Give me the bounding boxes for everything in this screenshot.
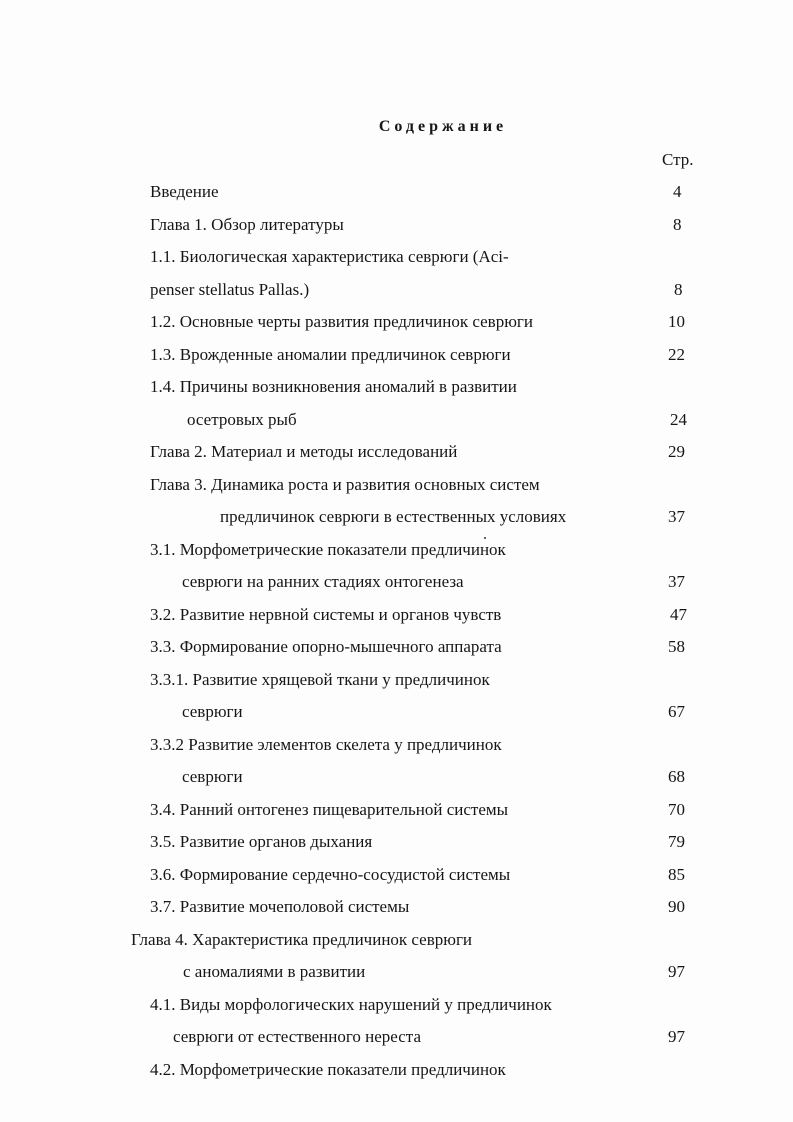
toc-entry-page: 97: [668, 962, 685, 981]
page-column-label: Стр.: [662, 150, 694, 169]
toc-entry-page: 79: [668, 832, 685, 851]
toc-entry-page: 24: [670, 410, 687, 429]
toc-entry-page: 8: [673, 215, 682, 234]
toc-entry-text: Глава 3. Динамика роста и развития основных систем: [150, 475, 540, 494]
toc-entry-text: Глава 1. Обзор литературы: [150, 215, 344, 234]
toc-entry-page: 58: [668, 637, 685, 656]
toc-entry-text: Глава 2. Материал и методы исследований: [150, 442, 458, 461]
toc-entry-text: 4.2. Морфометрические показатели предличинок: [150, 1060, 506, 1079]
toc-entry-page: 29: [668, 442, 685, 461]
toc-entry-page: 70: [668, 800, 685, 819]
toc-entry-page: 67: [668, 702, 685, 721]
toc-entry-page: 22: [668, 345, 685, 364]
toc-entry-text: осетровых рыб: [187, 410, 297, 429]
toc-entry-text: 1.1. Биологическая характеристика севрюги (Aci-: [150, 247, 509, 266]
toc-entry-text: 3.1. Морфометрические показатели предличинок: [150, 540, 506, 559]
toc-entry-text: Глава 4. Характеристика предличинок севрюги: [131, 930, 473, 949]
toc-entry-text: предличинок севрюги в естественных условиях: [220, 507, 567, 526]
toc-entry-page: 37: [668, 507, 685, 526]
toc-entry-text: 3.2. Развитие нервной системы и органов чувств: [150, 605, 502, 624]
toc-entry-page: 37: [668, 572, 685, 591]
toc-entry-text: 3.5. Развитие органов дыхания: [150, 832, 373, 851]
toc-entry-text: Введение: [150, 182, 219, 201]
page-title: Содержание: [378, 118, 508, 135]
toc-entry-page: 97: [668, 1027, 685, 1046]
toc-entry-text: 3.4. Ранний онтогенез пищеварительной системы: [150, 800, 509, 819]
toc-entry-text: 3.6. Формирование сердечно-сосудистой системы: [150, 865, 511, 884]
toc-entry-text: 1.2. Основные черты развития предличинок севрюги: [150, 312, 533, 331]
toc-entry-text: севрюги от естественного нереста: [173, 1027, 421, 1046]
toc-entry-page: 90: [668, 897, 685, 916]
toc-entry-text: penser stellatus Pallas.): [150, 280, 310, 299]
toc-entry-text: 3.3. Формирование опорно-мышечного аппарата: [150, 637, 502, 656]
toc-entry-text: 1.4. Причины возникновения аномалий в развитии: [150, 377, 517, 396]
toc-entry-text: севрюги: [182, 767, 243, 786]
toc-entry-text: 3.7. Развитие мочеполовой системы: [150, 897, 410, 916]
toc-entry-page: 10: [668, 312, 685, 331]
toc-entry-page: 8: [674, 280, 683, 299]
toc-entry-text: с аномалиями в развитии: [183, 962, 366, 981]
toc-entry-page: 68: [668, 767, 685, 786]
toc-entry-page: 85: [668, 865, 685, 884]
toc-entry-text: 4.1. Виды морфологических нарушений у предличинок: [150, 995, 552, 1014]
toc-entry-text: 3.3.2 Развитие элементов скелета у предличинок: [150, 735, 502, 754]
toc-entry-page: 4: [673, 182, 682, 201]
toc-entry-page: 47: [670, 605, 687, 624]
toc-entry-text: севрюги на ранних стадиях онтогенеза: [182, 572, 464, 591]
toc-entry-text: 3.3.1. Развитие хрящевой ткани у предличинок: [150, 670, 490, 689]
toc-entry-text: севрюги: [182, 702, 243, 721]
toc-entry-text: 1.3. Врожденные аномалии предличинок севрюги: [150, 345, 511, 364]
